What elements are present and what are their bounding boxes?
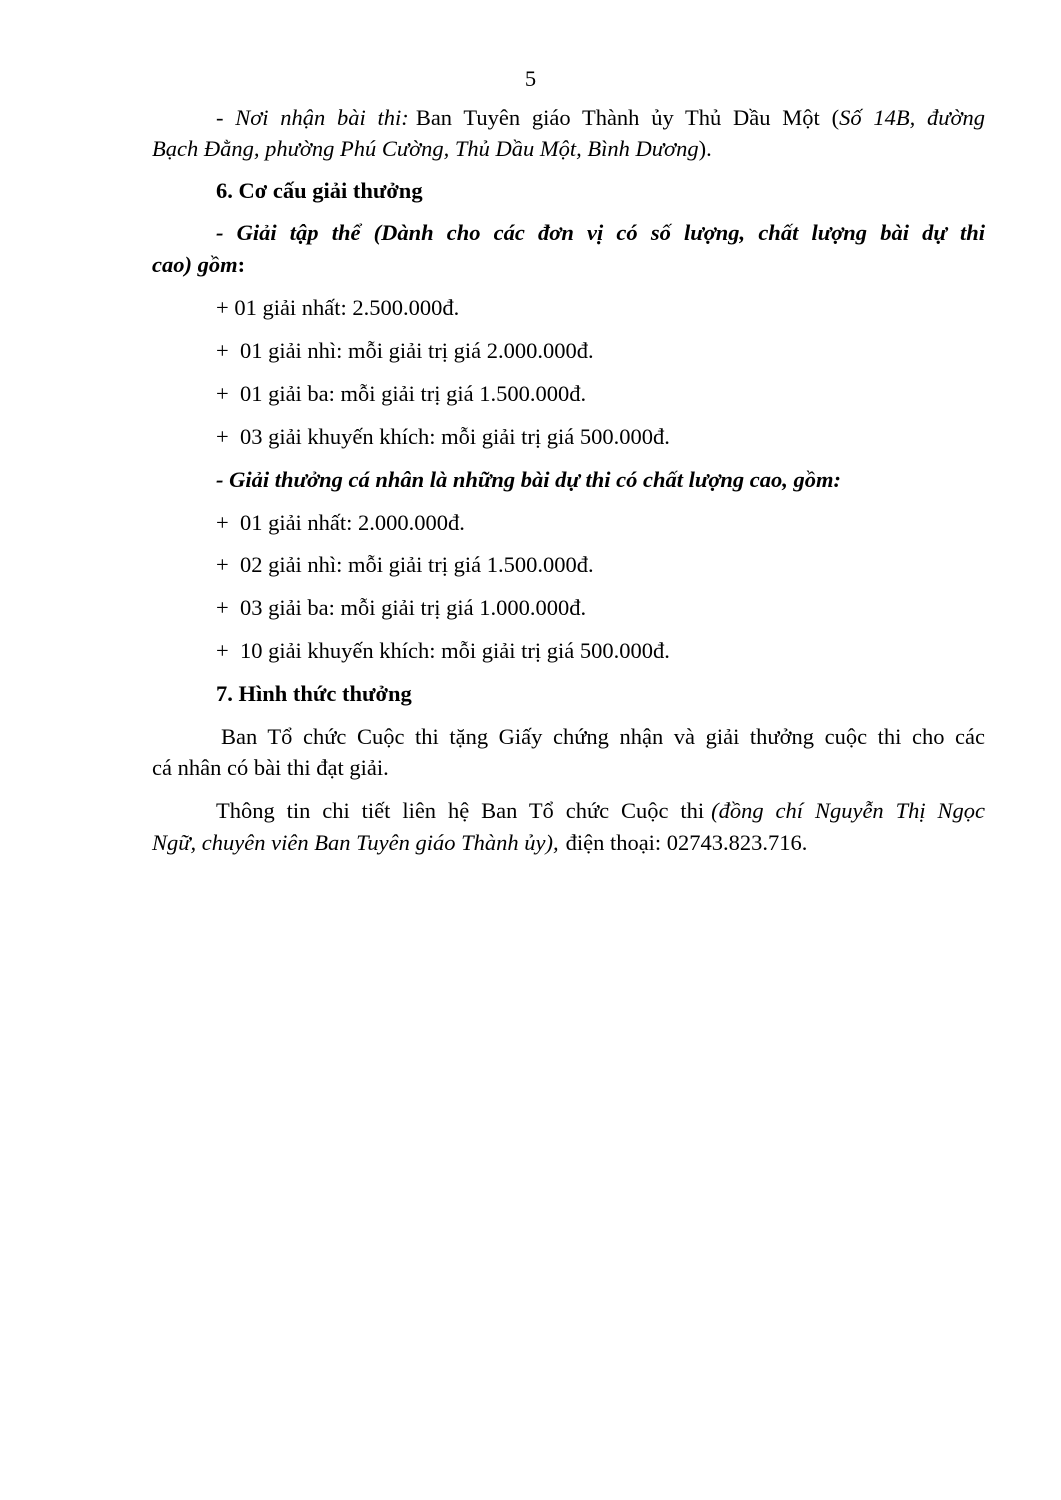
individual-prize-item: + 03 giải ba: mỗi giải trị giá 1.000.000đ. bbox=[216, 595, 587, 620]
award-form-paragraph-line-2: cá nhân có bài thi đạt giải. bbox=[152, 755, 389, 780]
group-prize-heading-colon: : bbox=[237, 252, 246, 277]
receiving-address-part-2: Bạch Đằng, phường Phú Cường, Thủ Dầu Một, Bình Dương bbox=[152, 136, 699, 161]
contact-person-part-2: Ngữ, chuyên viên Ban Tuyên giáo Thành ủy), bbox=[152, 830, 559, 855]
receiving-address-line-1 bbox=[216, 105, 985, 131]
individual-prize-item: + 02 giải nhì: mỗi giải trị giá 1.500.000đ. bbox=[216, 552, 594, 577]
section-6-title: 6. Cơ cấu giải thưởng bbox=[216, 178, 423, 203]
group-prize-heading-end: cao) gồm bbox=[152, 252, 238, 277]
section-7-title: 7. Hình thức thưởng bbox=[216, 681, 412, 706]
group-prize-item: + 01 giải ba: mỗi giải trị giá 1.500.000đ. bbox=[216, 381, 587, 406]
receiving-label: - Nơi nhận bài thi: bbox=[216, 105, 409, 130]
group-prize-item: + 01 giải nhất: 2.500.000đ. bbox=[216, 295, 460, 320]
contact-line-1 bbox=[216, 798, 985, 824]
receiving-address-line-2 bbox=[152, 136, 985, 162]
individual-prize-item: + 01 giải nhất: 2.000.000đ. bbox=[216, 510, 465, 535]
contact-person-part-1: (đồng chí Nguyễn Thị Ngọc bbox=[711, 798, 985, 823]
group-prize-item: + 03 giải khuyến khích: mỗi giải trị giá 500.000đ. bbox=[216, 424, 670, 449]
page-number: 5 bbox=[524, 66, 537, 91]
individual-prize-heading: - Giải thưởng cá nhân là những bài dự thi có chất lượng cao, gồm: bbox=[216, 467, 842, 492]
receiving-org: Ban Tuyên giáo Thành ủy Thủ Dầu Một ( bbox=[415, 105, 840, 130]
contact-phone: điện thoại: 02743.823.716. bbox=[565, 830, 808, 855]
individual-prize-item: + 10 giải khuyến khích: mỗi giải trị giá 500.000đ. bbox=[216, 638, 670, 663]
award-form-paragraph-line-1: Ban Tổ chức Cuộc thi tặng Giấy chứng nhận và giải thưởng cuộc thi cho các bbox=[221, 724, 985, 749]
contact-lead: Thông tin chi tiết liên hệ Ban Tổ chức Cuộc thi bbox=[216, 798, 705, 823]
group-prize-heading-line-2 bbox=[152, 252, 985, 278]
contact-line-2 bbox=[152, 830, 985, 856]
receiving-address-part-1: Số 14B, đường bbox=[839, 105, 985, 130]
receiving-address-end: ). bbox=[698, 136, 712, 161]
group-prize-item: + 01 giải nhì: mỗi giải trị giá 2.000.000đ. bbox=[216, 338, 594, 363]
group-prize-heading-line-1: - Giải tập thể (Dành cho các đơn vị có số lượng, chất lượng bài dự thi bbox=[216, 220, 985, 245]
